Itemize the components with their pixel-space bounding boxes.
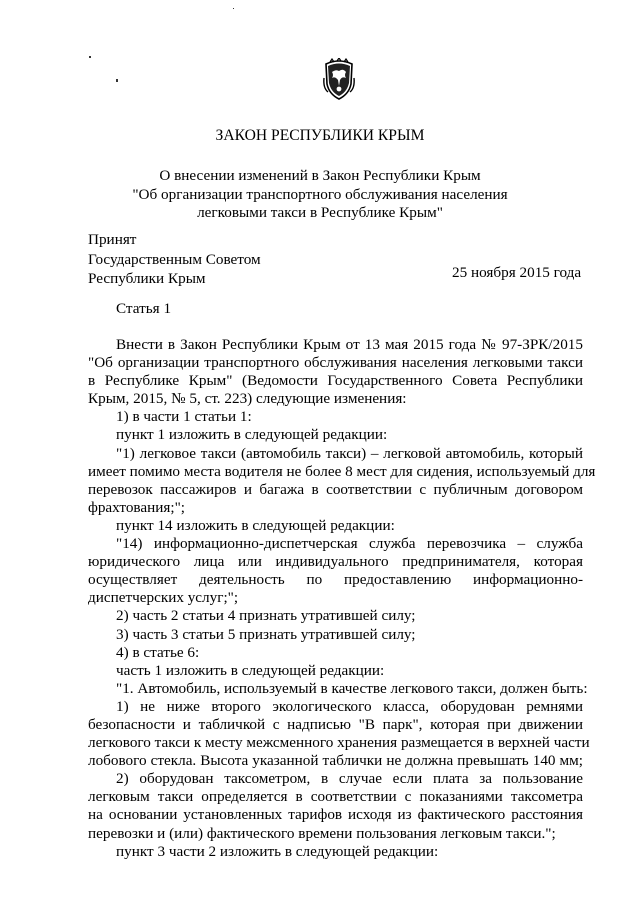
body-line: на основании установленных тарифов исходя из фактического расстояния <box>88 806 583 824</box>
body-line: перевозки и (или) фактического времени пользования легковым такси."; <box>88 824 556 842</box>
body-line: 4) в статье 6: <box>116 643 200 661</box>
body-line: пункт 1 изложить в следующей редакции: <box>116 426 388 444</box>
body-line: Внести в Закон Республики Крым от 13 мая 2015 года № 97-ЗРК/2015 <box>116 336 583 353</box>
body-line: 1) не ниже второго экологического класса, оборудован ремнями <box>116 697 583 715</box>
body-line: легкового такси к месту межсменного хранения размещается в верхней части <box>88 734 590 752</box>
scan-speck <box>89 56 91 58</box>
body-line: в Республике Крым" (Ведомости Государственного Совета Республики <box>88 372 583 390</box>
document-subtitle <box>0 167 640 223</box>
subtitle-line: легковыми такси в Республике Крым" <box>197 204 443 221</box>
body-line: легковым такси определяется в соответствии с показаниями таксометра <box>88 788 583 806</box>
body-line: диспетчерских услуг;"; <box>88 589 239 607</box>
body-line: 1) в части 1 статьи 1: <box>116 408 252 426</box>
body-line: перевозок пассажиров и багажа в соответствии с публичным договором <box>88 480 583 498</box>
body-line: фрахтования;"; <box>88 498 186 516</box>
scan-speck <box>233 8 234 9</box>
adoption-date: 25 ноября 2015 года <box>452 264 582 281</box>
body-line: 3) часть 3 статьи 5 признать утратившей силу; <box>116 625 416 643</box>
adoption-line: Республики Крым <box>88 270 206 287</box>
body-line: "Об организации транспортного обслуживания населения легковыми такси <box>88 354 583 372</box>
body-line: осуществляет деятельность по предоставлению информационно- <box>88 571 583 589</box>
adoption-block <box>88 231 261 290</box>
body-line: "1. Автомобиль, используемый в качестве легкового такси, должен быть: <box>116 679 588 697</box>
body-line: часть 1 изложить в следующей редакции: <box>116 661 385 679</box>
adoption-line: Принят <box>88 231 137 248</box>
body-line: 2) оборудован таксометром, в случае если плата за пользование <box>116 770 583 788</box>
body-line: безопасности и табличкой с надписью "В парк", которая при движении <box>88 715 583 733</box>
body-line: лобового стекла. Высота указанной таблички не должна превышать 140 мм; <box>88 752 583 770</box>
crimea-coat-of-arms-icon <box>322 58 356 100</box>
document-title: ЗАКОН РЕСПУБЛИКИ КРЫМ <box>215 127 425 144</box>
body-line: юридического лица или индивидуального предпринимателя, которая <box>88 553 583 571</box>
body-line: пункт 14 изложить в следующей редакции: <box>116 516 395 534</box>
subtitle-line: О внесении изменений в Закон Республики Крым <box>159 167 481 184</box>
body-line: пункт 3 части 2 изложить в следующей редакции: <box>116 842 439 860</box>
body-line: имеет помимо места водителя не более 8 мест для сидения, используемый для <box>88 462 596 480</box>
subtitle-line: "Об организации транспортного обслуживания населения <box>132 185 508 203</box>
article-heading: Статья 1 <box>116 300 172 317</box>
body-line: "14) информационно-диспетчерская служба перевозчика – служба <box>116 535 583 553</box>
article-body <box>88 336 596 861</box>
body-line: "1) легковое такси (автомобиль такси) – легковой автомобиль, который <box>116 444 583 462</box>
adoption-line: Государственным Советом <box>88 250 261 268</box>
scan-speck <box>116 79 118 82</box>
body-line: 2) часть 2 статьи 4 признать утратившей силу; <box>116 607 416 625</box>
body-line: Крым, 2015, № 5, ст. 223) следующие изменения: <box>88 390 407 408</box>
